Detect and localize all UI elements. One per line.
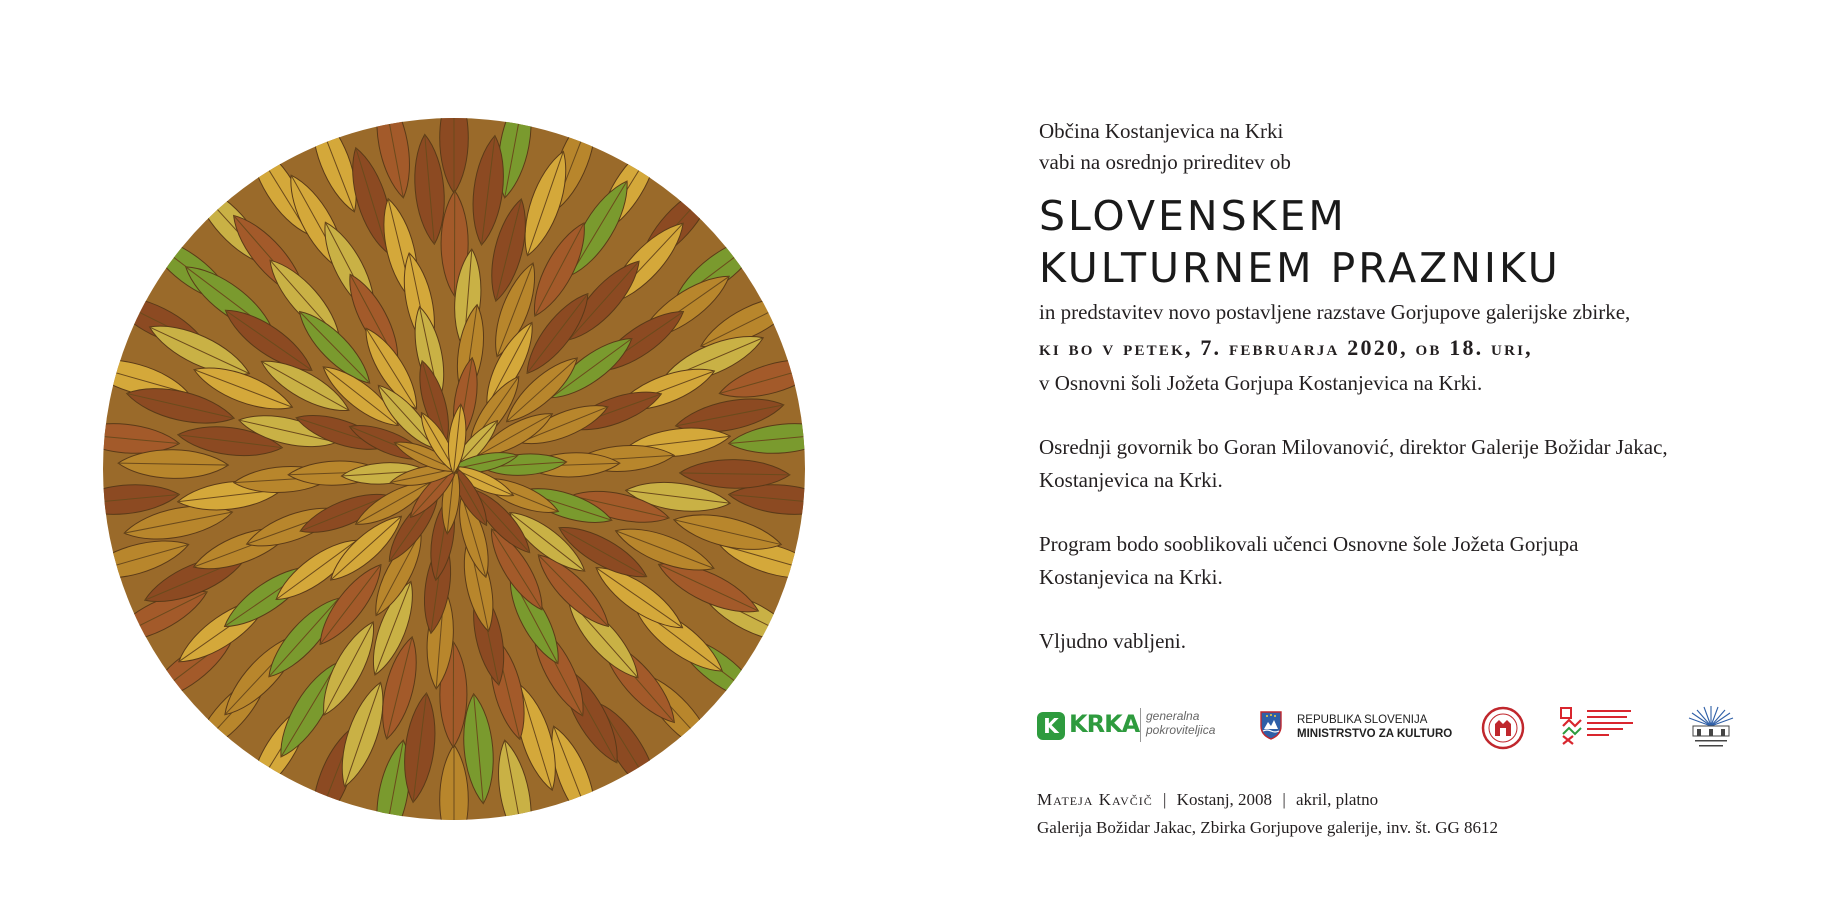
closing-line: Vljudno vabljeni. (1039, 629, 1186, 653)
artwork-title: Kostanj, 2008 (1176, 790, 1273, 809)
sponsor-logos (1037, 700, 1747, 756)
kostanjevica-municipal-seal-icon (1481, 706, 1525, 750)
event-venue: v Osnovni šoli Jožeta Gorjupa Kostanjevica na Krki. (1039, 371, 1483, 395)
gallery-logo (1685, 700, 1741, 756)
krka-logo (1037, 700, 1227, 756)
speaker-line2: Kostanjevica na Krki. (1039, 468, 1223, 492)
municipal-seal-logo (1481, 700, 1529, 756)
host-line: Občina Kostanjevica na Krki (1039, 119, 1284, 143)
caption-line1 (1037, 786, 1498, 814)
school-logo (1559, 700, 1649, 756)
chestnut-leaf-mandala-painting (103, 118, 805, 820)
krka-wordmark: KRKA (1069, 710, 1140, 738)
invite-line: vabi na osrednjo prireditev ob (1039, 150, 1291, 174)
slovenia-coat-of-arms-icon (1259, 710, 1283, 740)
krka-sponsor-label: generalna pokroviteljica (1146, 709, 1216, 737)
caption-separator: | (1163, 790, 1167, 809)
artwork-caption (1037, 786, 1498, 842)
program-line2: Kostanjevica na Krki. (1039, 565, 1223, 589)
event-date: ki bo v petek, 7. februarja 2020, ob 18. uri, (1039, 335, 1533, 360)
event-title (1039, 190, 1799, 294)
program-line1: Program bodo sooblikovali učenci Osnovne šole Jožeta Gorjupa (1039, 532, 1579, 556)
intro (1039, 116, 1799, 178)
speaker-line1: Osrednji govornik bo Goran Milovanović, direktor Galerije Božidar Jakac, (1039, 435, 1668, 459)
event-title-line1: SLOVENSKEM (1039, 192, 1347, 240)
ministry-label: REPUBLIKA SLOVENIJA MINISTRSTVO ZA KULTURO (1297, 714, 1453, 740)
artwork-medium: akril, platno (1295, 790, 1379, 809)
krka-mark: K (1037, 712, 1065, 740)
event-title-line2: KULTURNEM PRAZNIKU (1039, 244, 1561, 292)
leaf-mandala-artwork (103, 118, 805, 820)
osnovna-sola-jozeta-gorjupa-logo (1559, 706, 1647, 750)
galerija-bozidar-jakac-logo (1685, 704, 1737, 754)
presentation-line: in predstavitev novo postavljene razstave Gorjupove galerijske zbirke, (1039, 300, 1631, 324)
ministry-logo (1255, 700, 1455, 756)
artist-name: Mateja Kavčič (1037, 790, 1153, 809)
caption-line2: Galerija Božidar Jakac, Zbirka Gorjupove galerije, inv. št. GG 8612 (1037, 818, 1499, 837)
invitation-text (1039, 116, 1799, 658)
caption-separator: | (1282, 790, 1286, 809)
